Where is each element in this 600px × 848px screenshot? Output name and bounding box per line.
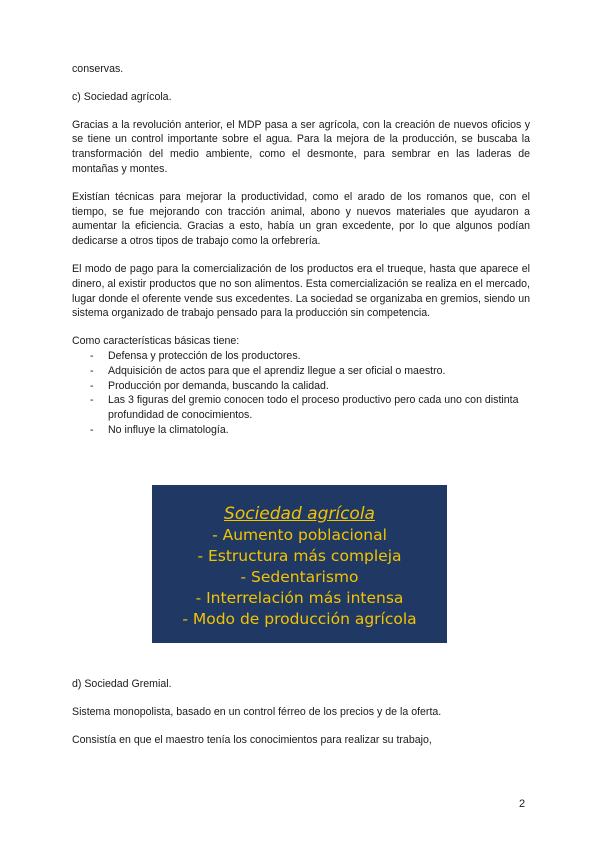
banner-title: Sociedad agrícola (224, 504, 375, 524)
list-item: - Las 3 figuras del gremio conocen todo el proceso productivo pero cada uno con distinta profundidad de conocimientos. (72, 393, 530, 423)
list-item: - No influye la climatología. (72, 423, 530, 438)
list-intro: Como características básicas tiene: (72, 335, 240, 348)
top-fragment: conservas. (72, 63, 124, 75)
banner-line: - Aumento poblacional (212, 526, 387, 544)
section-c-paragraph-1: Gracias a la revolución anterior, el MDP pasa a ser agrícola, con la creación de nuevos oficios y se tiene un control importante sobre el agua. Para la mejora de la producción, se buscaba la transformación del medio ambiente, como el desmonte, para sembrar en las laderas de montañas y montes. (72, 118, 530, 175)
page-body (72, 62, 530, 438)
banner-line: - Sedentarismo (240, 568, 359, 586)
section-d-paragraph-1: Sistema monopolista, basado en un control férreo de los precios y de la oferta. (72, 705, 442, 718)
page-number: 2 (519, 798, 526, 810)
section-d-heading: d) Sociedad Gremial. (72, 678, 172, 690)
banner-line: - Interrelación más intensa (195, 589, 404, 607)
banner-line: - Estructura más compleja (197, 547, 402, 565)
section-d (72, 677, 530, 747)
section-c-paragraph-2: Existían técnicas para mejorar la productividad, como el arado de los romanos que, con el tiempo, se fue mejorando con tracción animal, abono y nuevos materiales que ayudaron a aumentar la eficiencia. Gracias a esto, había un gran excedente, por lo que algunos podían dedicarse a otros tipos de trabajo como la orfebrería. (72, 190, 530, 248)
section-c-paragraph-3: El modo de pago para la comercialización de los productos era el trueque, hasta que aparece el dinero, al existir productos que no son alimentos. Esta comercialización se realiza en el mercado, lugar donde el oferente vende sus excedentes. La sociedad se organizaba en gremios, siendo un sistema organizado de trabajo pensado para la producción sin competencia. (72, 262, 530, 320)
characteristics-list (72, 349, 530, 438)
list-item: - Producción por demanda, buscando la calidad. (72, 379, 530, 394)
section-d-paragraph-2: Consistía en que el maestro tenía los conocimientos para realizar su trabajo, (72, 733, 432, 746)
list-item: - Defensa y protección de los productores. (72, 349, 530, 364)
section-c-heading: c) Sociedad agrícola. (72, 90, 172, 103)
banner-line: - Modo de producción agrícola (182, 610, 417, 628)
list-item: - Adquisición de actos para que el aprendiz llegue a ser oficial o maestro. (72, 364, 530, 379)
summary-banner (152, 485, 447, 643)
